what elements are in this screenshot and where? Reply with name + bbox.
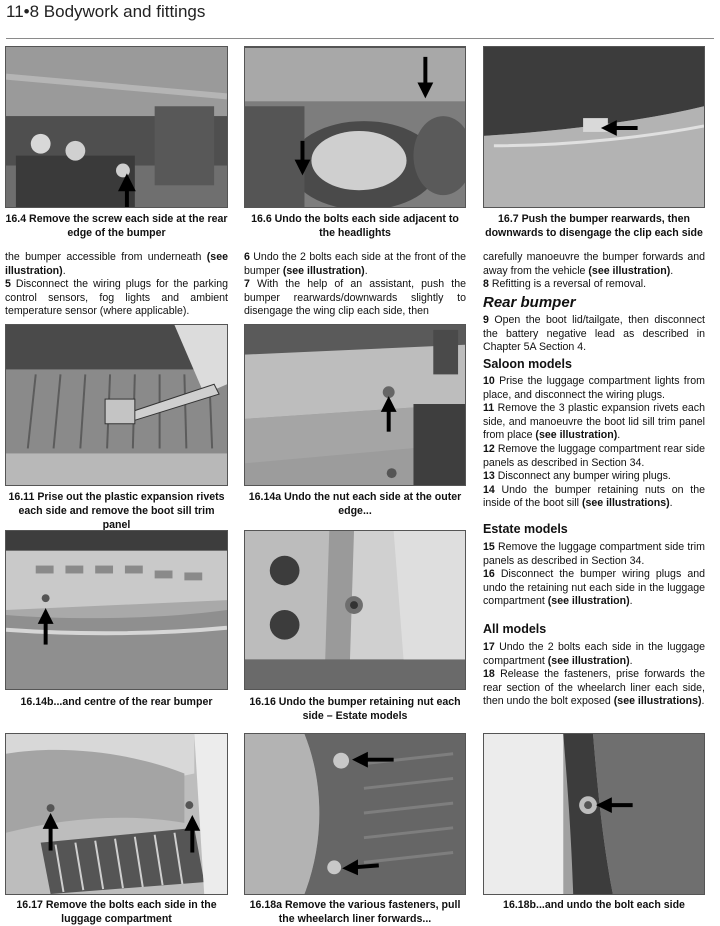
heading-rear-bumper: Rear bumper [483,294,576,311]
caption-16-4: 16.4 Remove the screw each side at the rear edge of the bumper [5,213,228,239]
page-header: 11•8 Bodywork and fittings [6,2,206,21]
photo-16-17 [5,733,228,895]
heading-saloon-models: Saloon models [483,357,572,371]
photo-16-4 [5,46,228,208]
header-rule [6,38,714,39]
caption-16-7: 16.7 Push the bumper rearwards, then downwards to disengage the clip each side [485,213,703,239]
text-col2-top: 6 Undo the 2 bolts each side at the front of the bumper (see illustration). 7 With the help of an assistant, push the bumper rearwards/downwards slightly to disengage the wing clip each side, then [244,251,466,318]
heading-estate-models: Estate models [483,522,568,536]
photo-16-18a [244,733,466,895]
photo-16-14b [5,530,228,690]
text-col3-a: carefully manoeuvre the bumper forwards and away from the vehicle (see illustration). 8 Refitting is a reversal of removal. [483,251,705,291]
text-col3-b: 9 Open the boot lid/tailgate, then disconnect the battery negative lead as described in Chapter 5A Section 4. [483,314,705,354]
photo-16-11 [5,324,228,486]
caption-16-14a: 16.14a Undo the nut each side at the outer edge... [248,491,462,517]
text-col3-d: 15 Remove the luggage compartment side trim panels as described in Section 34. 16 Disconnect the bumper wiring plugs and undo the retaining nut each side in the luggage compartment (see illustration). [483,541,705,608]
text-col3-c: 10 Prise the luggage compartment lights from place, and disconnect the wiring plugs. 11 Remove the 3 plastic expansion rivets each side, and manoeuvre the boot lid sill trim panel from place (see illustration). 12 Remove the luggage compartment rear side panels as described in Section 34. 13 Disconnect any bumper wiring plugs. 14 Undo the bumper retaining nuts on the inside of the boot sill (see illustrations). [483,375,705,510]
caption-16-16: 16.16 Undo the bumper retaining nut each side – Estate models [249,696,461,722]
photo-16-7 [483,46,705,208]
caption-16-17: 16.17 Remove the bolts each side in the luggage compartment [16,899,217,925]
text-col1-top: the bumper accessible from underneath (see illustration). 5 Disconnect the wiring plugs for the parking control sensors, fog lights and ambient temperature sensor (where applicable). [5,251,228,318]
photo-16-14a [244,324,466,486]
caption-16-11: 16.11 Prise out the plastic expansion rivets each side and remove the boot sill trim panel [8,491,225,531]
heading-all-models: All models [483,622,547,636]
text-col3-e: 17 Undo the 2 bolts each side in the luggage compartment (see illustration). 18 Release the fasteners, prise forwards the rear section of the wheelarch liner each side, then undo the bolt exposed (see illustrations). [483,641,705,708]
photo-16-18b [483,733,705,895]
caption-16-6: 16.6 Undo the bolts each side adjacent to the headlights [251,213,459,239]
photo-16-6 [244,46,466,208]
photo-16-16 [244,530,466,690]
caption-16-18a: 16.18a Remove the various fasteners, pull the wheelarch liner forwards... [249,899,461,925]
caption-16-14b: 16.14b...and centre of the rear bumper [20,696,213,708]
caption-16-18b: 16.18b...and undo the bolt each side [503,899,685,911]
